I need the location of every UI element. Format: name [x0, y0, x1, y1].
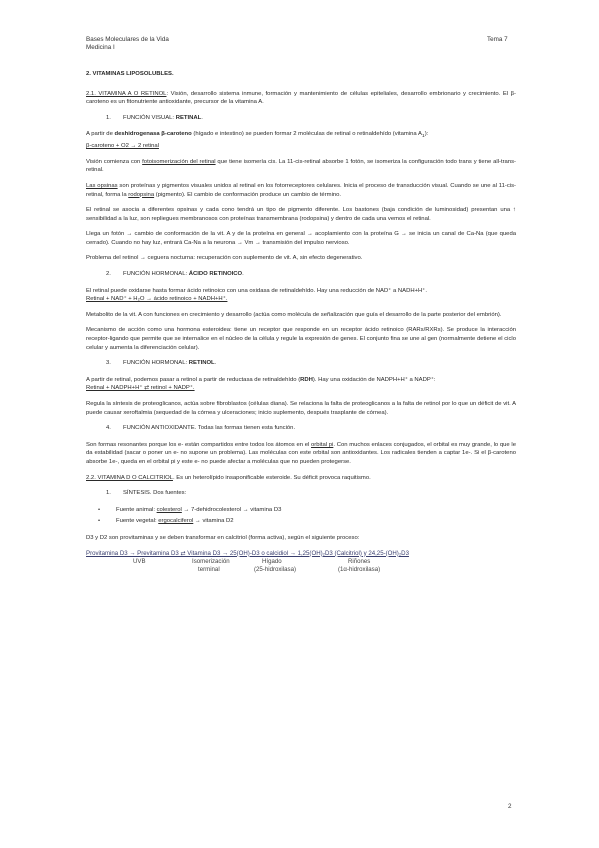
- bullet-icon: •: [98, 506, 101, 513]
- header-degree: Medicina I: [86, 44, 115, 51]
- numbered-heading: [106, 114, 516, 123]
- paragraph: Mecanismo de acción como una hormona esteroidea: tiene un receptor que responde en un receptor ácido retinoico (RARs/RXRs). Se produce la interacción receptor-ligando que permite que se internalice en el núcleo de la célula y regule la expresión de genes. El conjunto fina se une al gen (normalmente detiene el ciclo celular y aumenta la diferenciación celular).: [86, 327, 516, 351]
- numbered-heading: [106, 424, 516, 433]
- text: ). Hay una oxidación de NADPH+H⁺ a NADP⁺:: [312, 376, 436, 383]
- paragraph: [86, 182, 516, 199]
- bullet-icon: •: [98, 518, 101, 525]
- bold-text: deshidrogenasa β-caroteno: [114, 131, 192, 138]
- text: SÍNTESIS. Dos fuentes:: [123, 490, 187, 497]
- text: . Es un heterolípido insaponificable esteroide. Su déficit provoca raquitismo.: [172, 474, 371, 481]
- underlined-text: ergocalciferol: [158, 518, 194, 525]
- pathway-labels-row: [86, 566, 516, 574]
- synthesis-pathway: [86, 550, 516, 574]
- pathway-line: Provitamina D3 → Previtamina D3 ⇄ Vitamina D3 → 25(OH)-D3 o calcidiol → 1,25(OH)₂D3 (Calcitriol) y 24,25-(OH)₂D3: [86, 549, 409, 557]
- section-title: 2. VITAMINAS LIPOSOLUBLES.: [86, 71, 174, 77]
- text: FUNCIÓN HORMONAL:: [123, 271, 189, 278]
- pathway-labels-row: [86, 558, 516, 566]
- document-body: [86, 70, 516, 574]
- number: 2.: [106, 271, 111, 278]
- bold-text: RETINAL: [175, 114, 202, 121]
- number: 3.: [106, 360, 111, 367]
- pathway-label: Hígado: [262, 557, 282, 565]
- paragraph-vitamin-d: [86, 474, 516, 483]
- page-number: 2: [508, 803, 512, 810]
- text: que tiene isomería cis. La 11-cis-retinal absorbe 1 fotón, se isomeriza la configuración todo trans y tiene all-trans-retinal.: [86, 158, 516, 174]
- pathway-label: (25-hidroxilasa): [254, 565, 296, 573]
- paragraph-vitamin-a: [86, 90, 516, 107]
- pathway-label: Riñones: [348, 557, 371, 565]
- paragraph: Metabolito de la vit. A con funciones en crecimiento y desarrollo (actúa como molécula de señalización que guía el desarrollo de la parte posterior del embrión).: [86, 311, 502, 318]
- text: A partir de: [86, 131, 115, 138]
- numbered-heading: [106, 359, 516, 368]
- text: Fuente animal:: [116, 506, 157, 513]
- paragraph: El retinal se asocia a diferentes opsinas y cada cono tendrá un tipo de pigmento diferente. Los bastones (baja condición de luminosidad) presentan una ↑ sensibilidad a la luz, son repliegues membranosos con proteínas transmembrana (rodopsina) y dentro de cada una vemos el retinal.: [86, 207, 516, 222]
- text: Fuente vegetal:: [116, 518, 159, 525]
- number: 4.: [106, 425, 111, 432]
- text: FUNCIÓN VISUAL:: [123, 114, 176, 121]
- number: 1.: [106, 114, 111, 121]
- underlined-text: Las opsinas: [86, 182, 118, 189]
- paragraph: D3 y D2 son provitaminas y se deben transformar en calcitriol (forma activa), según el siguiente proceso:: [86, 534, 360, 541]
- paragraph: Problema del retinol → ceguera nocturna: recuperación con suplemento de vit. A, sin efecto degenerativo.: [86, 255, 363, 262]
- list-item: [98, 517, 516, 526]
- paragraph: Regula la síntesis de proteoglicanos, actúa sobre fibroblastos (células diana). Se relaciona la falta de proteoglicanos a la falta de retinol por lo que un déficit de vit. A puede causar xeroftalmia (sequedad de la córnea y ulceraciones; inicio suplemento, después trasplante de córnea).: [86, 401, 516, 416]
- text: .: [214, 360, 217, 367]
- equation: β-caroteno + O2 → 2 retinal: [86, 143, 159, 150]
- text: : Visión, desarrollo sistema inmune, formación y mantenimiento de células epiteliales, desarrollo embrionario y crecimiento. El β-caroteno es un fitonutriente antioxidante, precursor de la vitamina A.: [86, 90, 516, 106]
- text: son proteínas y pigmentos visuales unidos al retinal en los fotorreceptores celulares. Inicia el proceso de transducción visual. Cuando se une al 11-cis-retinal, forma la: [86, 182, 516, 198]
- text: FUNCIÓN HORMONAL:: [123, 360, 189, 367]
- bold-text: RDH: [300, 376, 313, 383]
- bold-text: RETINOL: [188, 360, 215, 367]
- equation: Retinal + NAD⁺ + H₂O → ácido retinoico + NADH+H⁺.: [86, 296, 228, 303]
- text: .: [242, 271, 244, 278]
- text: A partir de retinal, podemos pasar a retinol a partir de reductasa de retinaldehído (: [86, 376, 301, 383]
- text: .: [201, 114, 203, 121]
- pathway-label: terminal: [198, 565, 220, 573]
- underlined-text: rodopsina: [128, 191, 155, 198]
- text: FUNCIÓN ANTIOXIDANTE. Todas las formas tienen esta función.: [123, 425, 296, 432]
- subscript: 1: [421, 134, 425, 140]
- header-topic: Tema 7: [487, 36, 508, 43]
- paragraph: [86, 158, 516, 175]
- number: 1.: [106, 490, 111, 497]
- paragraph: [86, 287, 516, 304]
- list-item: [98, 506, 516, 515]
- text: → 7-dehidrocolesterol → vitamina D3: [181, 506, 282, 513]
- numbered-heading: [106, 270, 516, 279]
- equation: Retinal + NADPH+H⁺ ⇄ retinol + NADP⁺.: [86, 385, 195, 392]
- bold-text: ÁCIDO RETINOICO: [188, 271, 243, 278]
- text: ):: [424, 131, 429, 138]
- paragraph: [86, 130, 516, 150]
- underlined-text: fotoisomerización del retinal: [142, 158, 216, 165]
- paragraph: Llega un fotón → cambio de conformación de la vit. A y de la proteína en general → acoplamiento con la proteína G → se inicia un canal de Ca-Na (que queda cerrado). Cuando no hay luz, entrará Ca-Na a la neurona → Vm → transmisión del impulso nervioso.: [86, 231, 516, 246]
- subsection-heading: 2.2. VITAMINA D O CALCITRIOL: [86, 474, 173, 481]
- text: Son formas resonantes porque los e- están compartidos entre todos los átomos en el: [86, 441, 312, 448]
- text: (pigmento). El cambio de conformación produce un cambio de término.: [154, 191, 342, 198]
- paragraph: [86, 376, 516, 393]
- text: . Con muchos enlaces conjugados, el orbital es muy grande, lo que le da estabilidad (sacar o poner un e- no supone un problema). Las moléculas con este orbital son antioxidantes. Los radicales tienden a captar 1e-. Si el β-caroteno absorbe 1e-, queda en el orbital pi y este e- no puede afectar a moléculas que no pueden protegerse.: [86, 441, 516, 465]
- text: → vitamina D2: [193, 518, 234, 525]
- paragraph: [86, 441, 516, 467]
- pathway-label: (1α-hidroxilasa): [338, 565, 381, 573]
- header-course: Bases Moleculares de la Vida: [86, 36, 169, 43]
- subsection-heading: 2.1. VITAMINA A O RETINOL: [86, 90, 167, 97]
- underlined-text: orbital pi: [311, 441, 334, 448]
- pathway-label: UVB: [133, 557, 146, 565]
- text: Visión comienza con: [86, 158, 143, 165]
- text: (hígado e intestino) se pueden formar 2 moléculas de retinal o retinaldehído (vitamina A: [191, 131, 422, 138]
- underlined-text: colesterol: [156, 506, 182, 513]
- pathway-label: Isomerización: [192, 557, 230, 565]
- header-left: [86, 36, 169, 52]
- text: El retinal puede oxidarse hasta formar ácido retinoico con una oxidasa de retinaldehído. Hay una reducción de NAD⁺ a NADH+H⁺.: [86, 287, 428, 294]
- numbered-heading: [106, 489, 516, 498]
